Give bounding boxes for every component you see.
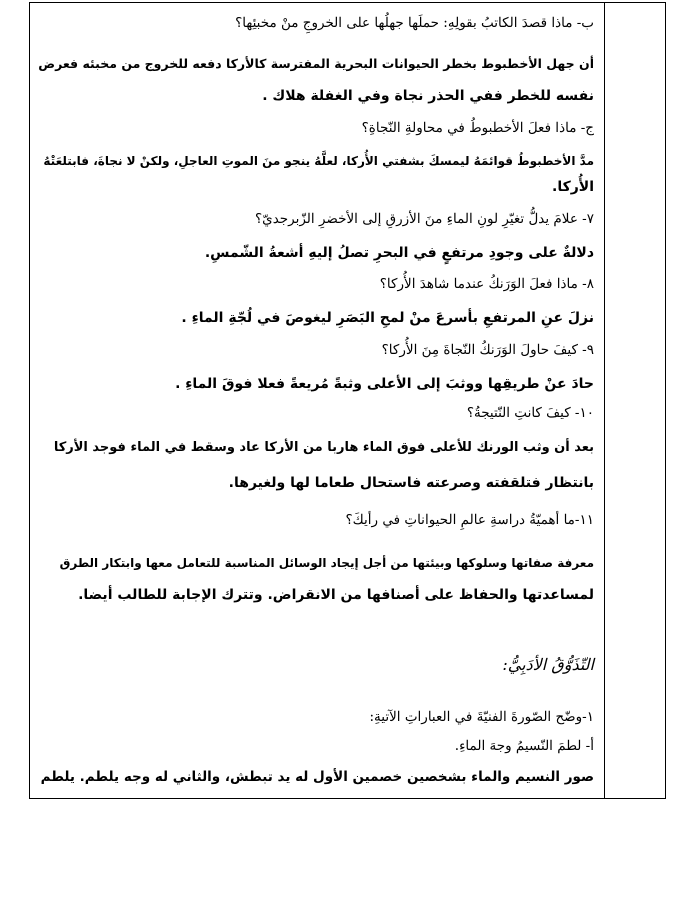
answer-c-line-1: مدَّ الأخطبوطُ قوائمَهُ ليمسكَ بشفتي الأُركا، لعلَّهُ ينجو منَ الموتِ العاجلِ، ولكنْ لا نجاةَ، فابتلعَتْهُ bbox=[43, 154, 594, 168]
question-b-line: ب- ماذا قصدَ الكاتبُ بقولِهِ: حملَها جهلُها على الخروجِ منْ مخبئِها؟ bbox=[235, 15, 594, 31]
answer-8-line: نزلَ عنِ المرتفعِ بأسرعَ منْ لمحِ البَصَرِ ليغوصَ في لُجّةِ الماءِ . bbox=[181, 310, 594, 326]
answer-10-line-2: بانتظار فتلقفته وصرعته فاستحال طعاما لها ولغيرها. bbox=[228, 475, 594, 491]
question-8-line: ٨- ماذا فعلَ الوَرَنكُ عندما شاهدَ الأُركا؟ bbox=[379, 276, 594, 292]
answer-column bbox=[38, 3, 594, 798]
answer-11-line-1: معرفة صفاتها وسلوكها وبيئتها من أجل إيجاد الوسائل المناسبة للتعامل معها وابتكار الطرق bbox=[59, 556, 594, 570]
answer-11-line-2: لمساعدتها والحفاظ على أصنافها من الانقراض. وتترك الإجابة للطالب أيضا. bbox=[78, 587, 594, 603]
column-divider bbox=[604, 3, 605, 798]
answer-10-line-1: بعد أن وثب الورنك للأعلى فوق الماء هاربا من الأركا عاد وسقط في الماء فوجد الأركا bbox=[53, 440, 594, 455]
answer-c-line-2: الأُركا. bbox=[552, 179, 594, 195]
question-imagery-line: ١-وضّح الصّورةَ الفنيّةَ في العباراتِ الآتيةِ: bbox=[369, 709, 594, 725]
answer-7-line: دلالةٌ على وجودِ مرتفعٍ في البحرِ تصلُ إليهِ أشعةُ الشّمسِ. bbox=[204, 245, 594, 261]
question-10-line: ١٠- كيفَ كانتِ النّتيجةُ؟ bbox=[466, 405, 594, 421]
answer-b-line-1: أن جهل الأخطبوط بخطر الحيوانات البحرية المفترسة كالأركا دفعه للخروج من مخبئه فعرض bbox=[38, 56, 594, 71]
question-7-line: ٧- علامَ يدلُّ تغيّرِ لونِ الماءِ منَ الأزرقِ إلى الأخضرِ الزّبرجديّ؟ bbox=[254, 211, 594, 227]
question-imagery-a-line: أ- لطمَ النّسيمُ وجهَ الماءِ. bbox=[454, 738, 594, 754]
section-heading: التّذَوُّقُ الأدَبِيُّ: bbox=[502, 655, 594, 674]
question-11-line: ١١-ما أهميّةُ دراسةِ عالمِ الحيواناتِ في رأيكَ؟ bbox=[345, 512, 594, 528]
question-9-line: ٩- كيفَ حاولَ الوَرَنكُ النّجاةَ مِنَ الأُركا؟ bbox=[381, 342, 594, 358]
document-table bbox=[29, 2, 666, 799]
question-c-line: ج- ماذا فعلَ الأخطبوطُ في محاولةِ النّجاةِ؟ bbox=[361, 120, 594, 136]
answer-b-line-2: نفسه للخطر ففي الحذر نجاة وفي الغفلة هلاك . bbox=[262, 88, 594, 104]
answer-imagery-a-line: صور النسيم والماء بشخصين خصمين الأول له يد تبطش، والثاني له وجه يلطم. يلطم bbox=[40, 769, 594, 785]
answer-9-line: حادَ عنْ طريقِها ووثبَ إلى الأعلى وثبةً مُريعةً فعلا فوقَ الماءِ . bbox=[175, 376, 594, 392]
